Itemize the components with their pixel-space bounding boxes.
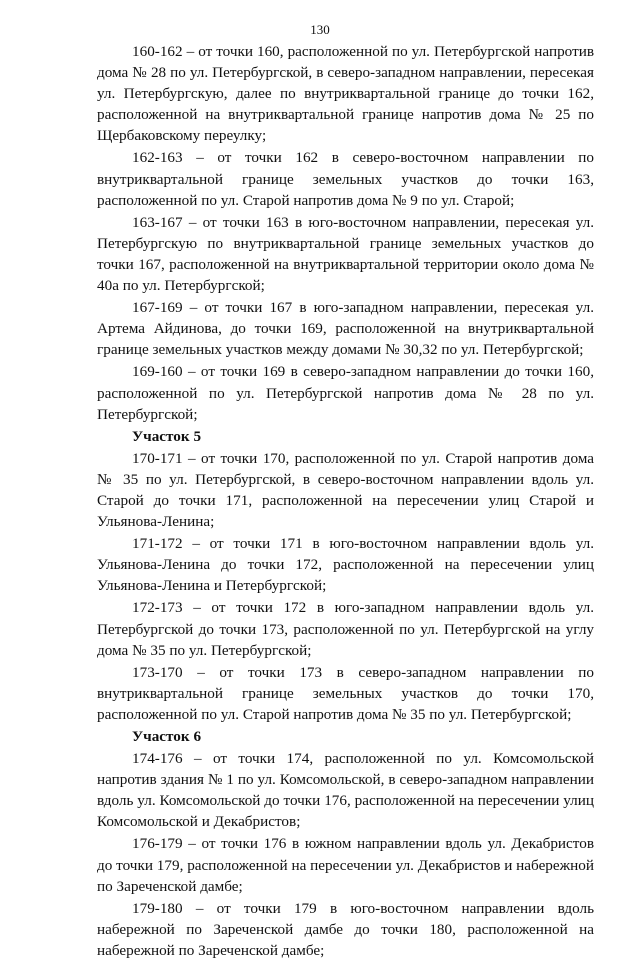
paragraph: 173-170 – от точки 173 в северо-западном направлении по внутриквартальной границе земельных участков до точки 170, расположенной по ул. Старой напротив дома № 35 по ул. Петербургской; (97, 663, 594, 723)
paragraph: 171-172 – от точки 171 в юго-восточном направлении вдоль ул. Ульянова-Ленина до точки 172, расположенной на пересечении улиц Ульянова-Ленина и Петербургской; (97, 535, 594, 595)
paragraph: 176-179 – от точки 176 в южном направлении вдоль ул. Декабристов до точки 179, расположенной на пересечении ул. Декабристов и набережной по Зареченской дамбе; (97, 835, 594, 895)
paragraph: 163-167 – от точки 163 в юго-восточном направлении, пересекая ул. Петербургскую по внутриквартальной границе земельных участков до точки 167, расположенной на внутриквартальной территории около дома № 40а по ул. Петербургской; (97, 213, 594, 295)
paragraph: 174-176 – от точки 174, расположенной по ул. Комсомольской напротив здания № 1 по ул. Комсомольской, в северо-западном направлении вдоль ул. Комсомольской до точки 176, расположенной на пересечении улиц Комсомольской и Декабристов; (97, 750, 594, 831)
section-heading: Участок 5 (132, 427, 202, 445)
paragraph: 172-173 – от точки 172 в юго-западном направлении вдоль ул. Петербургской до точки 173, расположенной по ул. Петербургской на углу дома № 35 по ул. Петербургской; (97, 599, 594, 659)
paragraph: 179-180 – от точки 179 в юго-восточном направлении вдоль набережной по Зареченской дамбе до точки 180, расположенной на набережной по Зареченской дамбе; (97, 899, 594, 959)
paragraph: 170-171 – от точки 170, расположенной по ул. Старой напротив дома № 35 по ул. Петербургской, в северо-восточном направлении вдоль ул. Старой до точки 171, расположенной на пересечении улиц Старой и Ульянова-Ленина; (97, 449, 594, 531)
document-body (97, 41, 594, 962)
section-heading: Участок 6 (132, 728, 202, 745)
paragraph: 160-162 – от точки 160, расположенной по ул. Петербургской напротив дома № 28 по ул. Петербургской, в северо-западном направлении, пересекая ул. Петербургскую, далее по внутриквартальной границе до точки 162, расположенной на внутриквартальной границе напротив дома № 25 по Щербаковскому переулку; (97, 43, 594, 145)
paragraph: 162-163 – от точки 162 в северо-восточном направлении по внутриквартальной границе земельных участков до точки 163, расположенной по ул. Старой напротив дома № 9 по ул. Старой; (97, 149, 594, 209)
paragraph: 169-160 – от точки 169 в северо-западном направлении до точки 160, расположенной по ул. Петербургской напротив дома № 28 по ул. Петербургской; (97, 363, 594, 423)
paragraph: 167-169 – от точки 167 в юго-западном направлении, пересекая ул. Артема Айдинова, до точки 169, расположенной на внутриквартальной границе земельных участков между домами № 30,32 по ул. Петербургской; (97, 299, 594, 359)
page-number: 130 (310, 22, 330, 37)
